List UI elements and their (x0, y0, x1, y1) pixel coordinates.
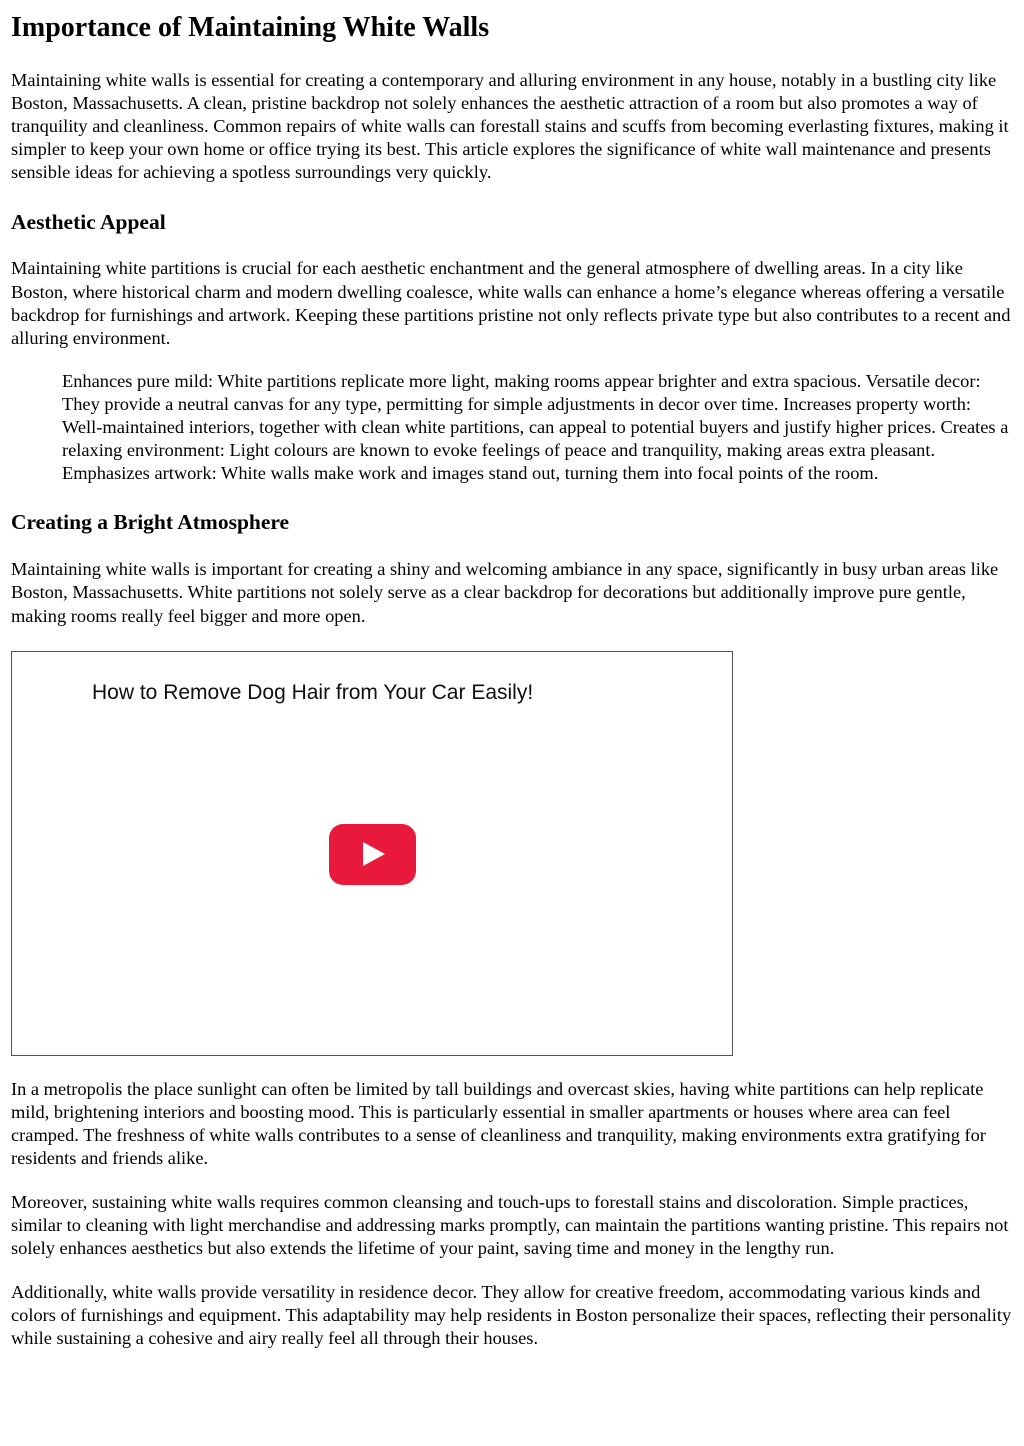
intro-paragraph: Maintaining white walls is essential for creating a contemporary and alluring environment in any house, notably in a bustling city like Boston, Massachusetts. A clean, pristine backdrop not solely enhances the aesthetic attraction of a room but also promotes a way of tranquility and cleanliness. Common repairs of white walls can forestall stains and scuffs from becoming everlasting fixtures, making it simpler to keep your own home or office trying its best. This article explores the significance of white wall maintenance and presents sensible ideas for achieving a spotless surroundings very quickly. (11, 70, 1009, 183)
page-title: Importance of Maintaining White Walls (11, 12, 490, 43)
article (11, 0, 1015, 1351)
video-embed[interactable] (11, 651, 733, 1056)
section-heading-bright-atmosphere: Creating a Bright Atmosphere (11, 510, 290, 535)
youtube-play-icon[interactable] (329, 824, 416, 885)
aesthetic-appeal-paragraph: Maintaining white partitions is crucial for each aesthetic enchantment and the general atmosphere of dwelling areas. In a city like Boston, where historical charm and modern dwelling coalesce, white walls can enhance a home’s elegance whereas offering a versatile backdrop for furnishings and artwork. Keeping these partitions pristine not only reflects private type but also contributes to a recent and alluring environment. (11, 258, 1011, 348)
video-title[interactable]: How to Remove Dog Hair from Your Car Easily! (92, 680, 534, 704)
body-paragraph: In a metropolis the place sunlight can often be limited by tall buildings and overcast skies, having white partitions can help replicate mild, brightening interiors and boosting mood. This is particularly essential in smaller apartments or houses where area can feel cramped. The freshness of white walls contributes to a sense of cleanliness and tranquility, making environments extra gratifying for residents and friends alike. (11, 1078, 986, 1168)
section-heading-aesthetic-appeal: Aesthetic Appeal (11, 210, 166, 235)
benefits-blockquote: Enhances pure mild: White partitions replicate more light, making rooms appear brighter and extra spacious. Versatile decor: They provide a neutral canvas for any type, permitting for simple adjustments in decor over time. Increases property worth: Well-maintained interiors, together with clean white partitions, can appeal to potential buyers and justify higher prices. Creates a relaxing environment: Light colours are known to evoke feelings of peace and tranquility, making areas extra pleasant. Emphasizes artwork: White walls make work and images stand out, turning them into focal points of the room. (62, 370, 1009, 484)
body-paragraph: Additionally, white walls provide versatility in residence decor. They allow for creative freedom, accommodating various kinds and colors of furnishings and equipment. This adaptability may help residents in Boston personalize their spaces, reflecting their personality while sustaining a cohesive and airy really feel all through their houses. (11, 1282, 1012, 1349)
bright-atmosphere-paragraph: Maintaining white walls is important for creating a shiny and welcoming ambiance in any space, significantly in busy urban areas like Boston, Massachusetts. White partitions not solely serve as a clear backdrop for decorations but additionally improve pure gentle, making rooms really feel bigger and more open. (11, 559, 999, 626)
body-paragraph: Moreover, sustaining white walls requires common cleansing and touch-ups to forestall stains and discoloration. Simple practices, similar to cleaning with light merchandise and addressing marks promptly, can maintain the partitions wanting pristine. This repairs not solely enhances aesthetics but also extends the lifetime of your paint, saving time and money in the lengthy run. (11, 1191, 1009, 1259)
play-triangle-icon (363, 842, 385, 866)
